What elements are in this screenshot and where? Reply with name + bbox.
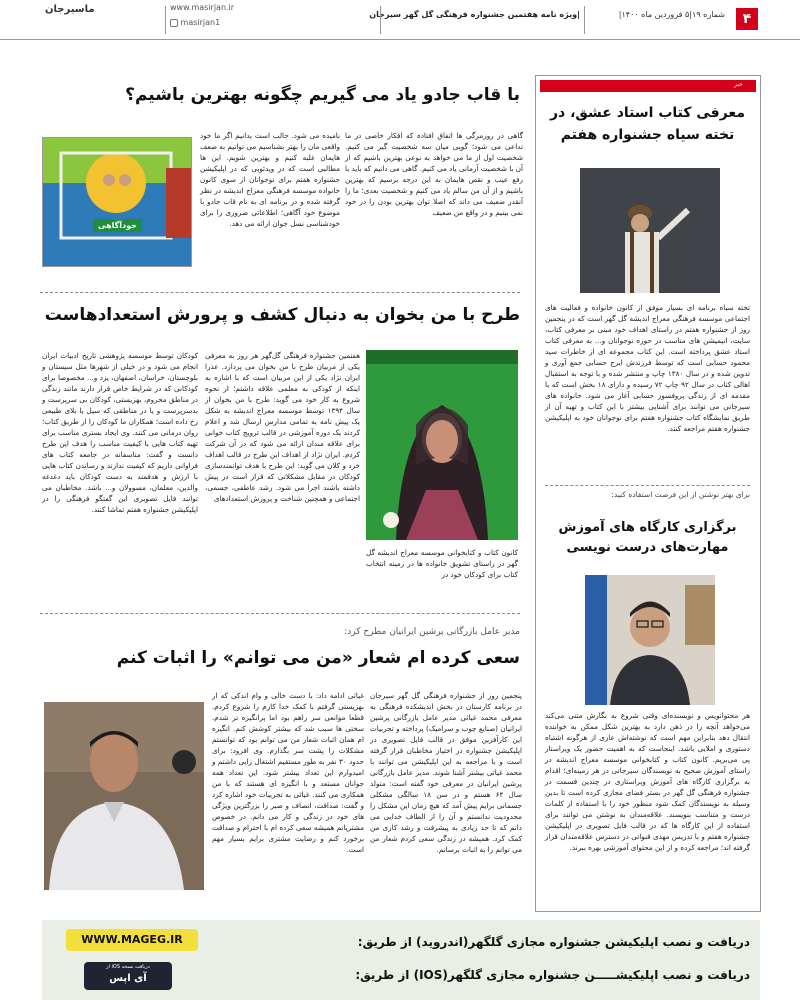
website-link[interactable]: www.masirjan.ir [170,3,235,12]
article1-column2: نامیده می شود. جالب است بدانیم اگر ما خود واقعی مان را بهتر بشناسیم می توانیم به ضعف هایمان غلبه کنیم و بهترین شویم. این ها مطالبی است که در ویدئویی که در اپلیکیشن جشنواره هفتم برای نوجوانان از سوی کانون خانواده موسسه فرهنگی معراج اندیشه در نظر گرفته شده و در برنامه ای به نام قاب جادو با موضوع خود آگاهی؛ اطلاعاتی ضروری را برای خودشناسی نسل جوان ارائه می دهد. [200,131,340,228]
blackboard-photo [580,168,720,293]
issue-info: شماره ۱۹|۵ فروردین ماه ۱۴۰۰| [618,10,725,19]
article2-column2: کودکان توسط موسسه پژوهشی تاریخ ادبیات ایران انجام می شود و در خیلی از شهرها مثل سیستان و بلوچستان، خراسان، اصفهان، یزد و... مخصوصا برای کودکانی که در شرایط خاص قرار دارند مانند زندگی در مناطق محروم، بهزیستی، کودکان بی سرپرست و بدسرپرست و یا در مناطقی که سیل یا بلای طبیعی رخ داده است؛ همکاران ما کودکان را از طریق کتاب؛ روان درمانی می کنند. وی ایجاد بستری مناسب برای تهیه کتاب هایی با کیفیت مناسب را هدف این طرح دانست و گفت: متاسفانه در جامعه کتاب های فراوانی داریم که کیفیت ندارند و رساندن کتاب هایی با ارزش و هدفمند به دست کودکان باید دغدغه والدین، معلمان، مسوولان و... باشد. مخاطبان می توانند فایل تصویری این گفتگو فرهنگی را در اپلیکیشن جشنواره هفتم تماشا کنند. [42,351,198,514]
special-edition-label: |ویژه نامه هفتمین جشنواره فرهنگی گل گهر سیرجان [369,10,580,19]
article1-headline: با قاب جادو یاد می گیریم چگونه بهترین باشیم؟ [125,85,520,105]
instructor-photo [585,575,715,705]
ios-download-text: دریافت و نصب اپلیکیشـــــن جشنواره مجازی گلگهر(IOS) از طریق: [355,968,750,982]
article3-kicker: مدیر عامل بازرگانی پرشین ایرانیان مطرح کرد: [344,627,520,637]
article3-column1: پنجمین روز از جشنواره فرهنگی گل گهر سیرجان در برنامه کارستان در بخش اندیشکده فرهنگی به معرفی محمد غیاثی مدیر عامل بازرگانی پرشین ایرانیان (صنایع چوب و سرامیک) پرداخته و تجربیات این کارآفرین موفق در قالب فایل تصویری در اپلیکیشن جشنواره در اختیار مخاطبان قرار گرفته است و با مراجعه به این اپلیکیشن می توانند با محمد غیاثی بیشتر آشنا شوند. مدیر عامل بازرگانی پرشین ایرانیان در معرفی خود گفته است: متولد سال ۶۴ هستم و در سن ۱۸ سالگی مشکلی جسمانی برایم پیش آمد که هیچ زمان این مشکل را محدودیت ندانستم و آن را از الطاف خدایی می دانم که تا حد زیادی به پیشرفت و رشد کاری من کمک کرد. همیشه در زندگی سعی کردم شعار من می توانم را به اثبات برسانم. [370,691,522,854]
page-header [0,0,800,40]
android-download-text: دریافت و نصب اپلیکیشن جشنواره مجازی گلگهر(اندروید) از طریق: [357,935,750,949]
iapps-subtitle: دریافت نسخه iOS از [106,964,150,970]
website-download-button[interactable]: WWW.MAGEG.IR [66,929,198,951]
article2-headline: طرح با من بخوان به دنبال کشف و پرورش استعدادهاست [44,305,520,325]
instagram-handle[interactable] [170,18,220,27]
sidebar-kicker-writing: برای بهتر نوشتن از این فرصت استفاده کنید: [611,490,750,499]
iapps-download-button[interactable] [84,962,172,990]
article3-column2: غیاثی ادامه داد: با دست خالی و وام اندکی که از بهزیستی گرفتم با کمک خدا کارم را شروع کردم. قطعا موانعی سر راهم بود اما پرانگیزه تر شدم. سختی ها سبب شد که بیشتر کوشش کنم. انگیزه ام همان اثبات شعار من می توانم بود که توانستم مشکلات را پشت سر بگذارم. وی افزود: برای حدود ۳۰ نفر به طور مستقیم اشتغال زایی داشتم و امیدوارم این تعداد بیشتر شود. این تعداد همه جوانان مستعد و با انگیزه ای هستند که با من همکاری می کنند. غیاثی به تجربیات خود اشاره کرد و گفت: صداقت، انصاف و صبر را بزرگترین ویژگی های خود در زندگی و کار می دانم. در خصوص مشتریانم همیشه سعی کرده ام با احترام و صداقت برخورد کنم و رضایت مشتری برایم بسیار مهم است. [212,691,364,854]
article2-caption: کانون کتاب و کتابخوانی موسسه معراج اندیشه گل گهر در راستای تشویق خانواده ها در زمینه انتخاب کتاب برای کودکان خود در [366,548,518,579]
article3-headline: سعی کرده ام شعار «من می توانم» را اثبات کنم [116,648,520,668]
sidebar-article-writing: هر محتوانویس و نویسنده‌ای وقتی شروع به نگارش متنی می‌کند می‌خواهد آنچه را در ذهن دارد به بهترین شکل ممکن به خواننده انتقال دهد بنابراین مهم است که نوشته‌اش عاری از هرگونه اشتباه دستوری و املایی باشد. اینجاست که به اهمیت حضور یک ویراستار پی می‌بریم. کانون کتاب و کتابخوانی موسسه معراج اندیشه در راستای آموزش صحیح به نویسندگان سیرجانی در هر زمینه‌ای؛ اقدام به برگزاری کارگاه های آموزش ویراستاری در چندین قسمت در جشنواره فرهنگی گل گهر در بستر فضای مجازی کرده است تا بدین وسیله به نویسندگان کمک شود منظور خود را با استفاده از کلمات درست و متناسب بنویسند. علاقه‌مندان به نوشتن می توانند برای استفاده از این کارگاه ها که در قالب فایل تصویری در اپلیکیشن جشنواره هفتم و با تدریس مهدی قنواتی در دسترس علاقه‌مندان قرار گرفته اند؛ مراجعه کرده و از این محتوای آموزشی بهره ببرند. [545,711,750,852]
coach-photo [366,350,518,540]
news-label: خبر [734,81,743,88]
sidebar-headline-writing: برگزاری کارگاه های آموزش مهارت‌های درست نویسی [558,520,737,555]
newspaper-logo: ماسیرجان [45,4,95,15]
article1-column1: گاهی در روزمرگی ها اتفاق افتاده که افکار خاصی در ما تداعی می شود؛ گویی میان سه شخصیت گیر می کنیم. شخصیت اول از ما می خواهد به نوعی بهترین باشیم که از آن با شخصیت آرمانی یاد می کنیم. گاهی می دانیم که باید با رفع عیب و نقص هایمان به این درجه برسیم که بهترین باشیم و از آن من سالم یاد می کنیم و شخصیت بعدی؛ ما را آنقدر ضعیف می داند که اصلا توان بهترین بودن را در خود نمی بینیم و در واقع من ضعیف [345,131,523,217]
page-number: ۴ [736,8,758,30]
iapps-label: آی اپس [109,973,147,984]
instagram-handle-text: masirjan1 [180,18,221,27]
article2-column1: هفتمین جشنواره فرهنگی گل‌گهر هر روز به معرفی یکی از مربیان طرح با من بخوان می پردازد. عذرا ایران نژاد یکی از این مربیان است که با اشاره به اینکه از کودکی به معلمی علاقه داشتم؛ از نحوه شروع به کار خود می گوید: طرح با من بخوان از سال ۱۳۹۴ توسط موسسه معراج اندیشه به شکل یک پیش نامه به تمامی مدارس ارسال شد و اعلام کردند یک دوره آموزشی در قالب ترویج کتاب خوانی برای علاقه مندان ارائه می شود که در آن شرکت کردم. ایران نژاد از اهداف این طرح در قالب اهداف خرد و کلان می گوید: این طرح با هدف توانمندسازی کودکان در مقابل مشکلاتی که قرار است در پیش داشته باشند اجرا می شود. رشد عاطفی، جسمی، اجتماعی و همچنین شناخت و پرورش استعدادهای [205,351,360,503]
self-awareness-label: خودآگاهی [93,219,142,232]
news-sidebar-bar [540,80,756,92]
sidebar-article-book: تخته سیاه برنامه ای بسیار موفق از کانون خانواده و فعالیت های اجتماعی موسسه فرهنگی معراج اندیشه گل گهر است که در پنجمین روز از جشنواره هفتم در راستای اهداف خود مبنی بر معرفی کتاب، سایت، انیمیشن های مناسب در حوزه نوجوانان و... به معرفی کتاب استاد عشق پرداخته است. این کتاب مجموعه ای از خاطرات سید محمود حسابی است که توسط فرزندش ایرج حسابی جمع آوری و تدوین شده و در سال ۱۳۸۰ چاپ و منتشر شده و با توجه به استقبال اهالی کتاب در سال ۹۲ چاپ ۷۲ رسیده و دارای ۱۸ بخش است که با مقدمه ای از زندگی پروفسور حسابی آغاز می شود. خانواده های سیرجانی می توانند برای آشنایی بیشتر با این کتاب و تهیه آن از طریق نمایشگاه کتاب جشنواره هفتم برای نوجوانان خود به اپلیکیشن جشنواره هفتم مراجعه کنند. [545,303,750,433]
instagram-icon [170,19,178,27]
self-awareness-photo [42,137,192,267]
sidebar-headline-book: معرفی کتاب استاد عشق، در تخته سیاه جشنواره هفتم [549,105,745,143]
entrepreneur-photo [44,702,204,890]
